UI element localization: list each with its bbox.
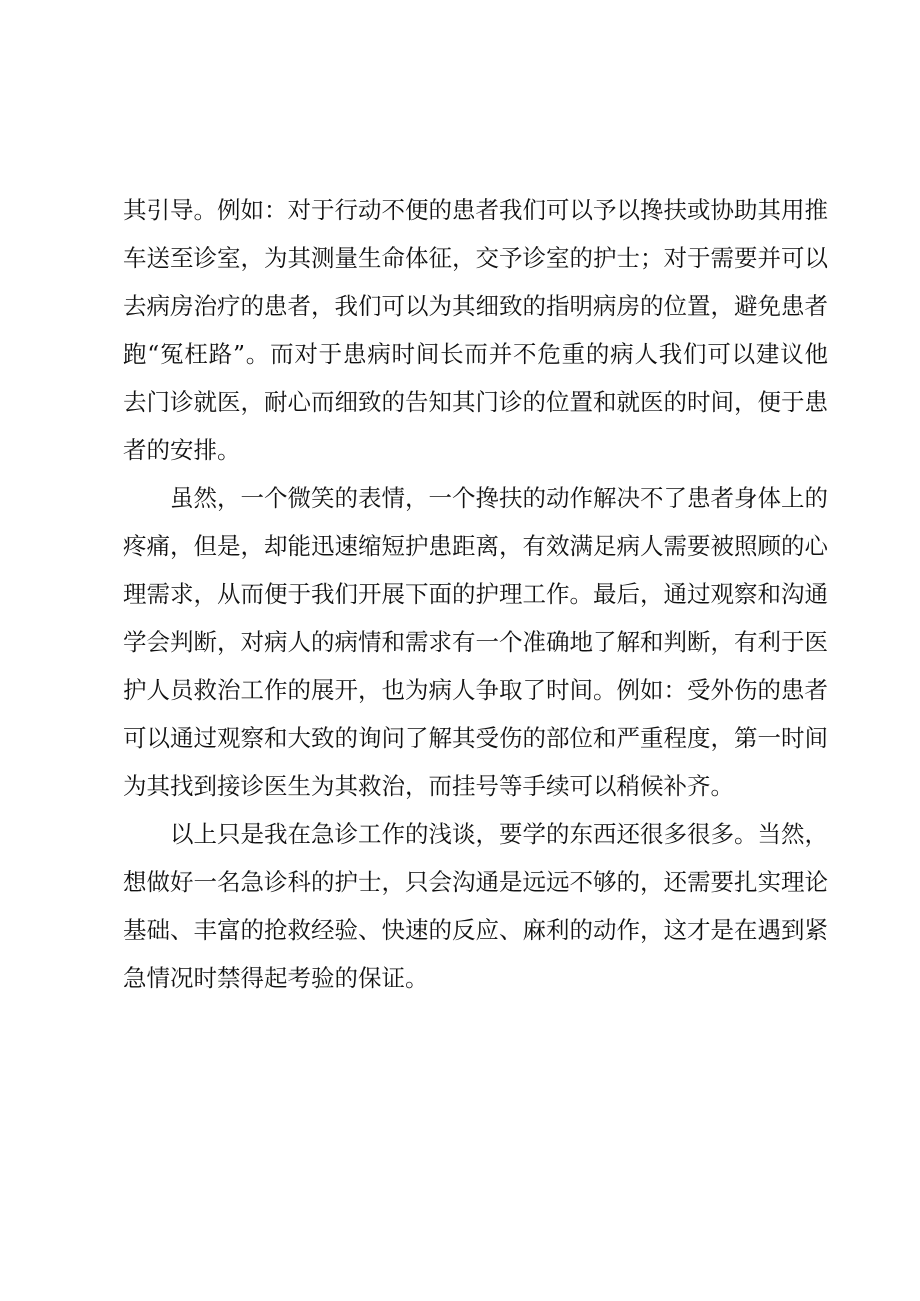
text-line: 车送至诊室，为其测量生命体征，交予诊室的护士；对于需要并可以 xyxy=(123,244,828,272)
text-line: 去门诊就医，耐心而细致的告知其门诊的位置和就医的时间，便于患 xyxy=(123,388,828,416)
text-line: 者的安排。 xyxy=(123,436,241,464)
document-body xyxy=(123,186,828,1002)
paragraph-3 xyxy=(123,810,828,1002)
text-line: 急情况时禁得起考验的保证。 xyxy=(123,964,429,992)
text-line: 基础、丰富的抢救经验、快速的反应、麻利的动作，这才是在遇到紧 xyxy=(123,916,828,944)
text-line: 理需求，从而便于我们开展下面的护理工作。最后，通过观察和沟通 xyxy=(123,580,828,608)
text-line: 跑“冤枉路”。而对于患病时间长而并不危重的病人我们可以建议他 xyxy=(123,340,828,368)
text-line: 为其找到接诊医生为其救治，而挂号等手续可以稍候补齐。 xyxy=(123,772,734,800)
text-line: 想做好一名急诊科的护士，只会沟通是远远不够的，还需要扎实理论 xyxy=(123,868,828,896)
paragraph-2 xyxy=(123,474,828,810)
text-line: 去病房治疗的患者，我们可以为其细致的指明病房的位置，避免患者 xyxy=(123,292,828,320)
text-line: 以上只是我在急诊工作的浅谈，要学的东西还很多很多。当然， xyxy=(170,820,828,848)
text-line: 学会判断，对病人的病情和需求有一个准确地了解和判断，有利于医 xyxy=(123,628,828,656)
text-line: 其引导。例如：对于行动不便的患者我们可以予以搀扶或协助其用推 xyxy=(123,196,828,224)
paragraph-1 xyxy=(123,186,828,474)
text-line: 可以通过观察和大致的询问了解其受伤的部位和严重程度，第一时间 xyxy=(123,724,828,752)
text-line: 虽然，一个微笑的表情，一个搀扶的动作解决不了患者身体上的 xyxy=(170,484,828,512)
text-line: 护人员救治工作的展开，也为病人争取了时间。例如：受外伤的患者 xyxy=(123,676,828,704)
text-line: 疼痛，但是，却能迅速缩短护患距离，有效满足病人需要被照顾的心 xyxy=(123,532,828,560)
